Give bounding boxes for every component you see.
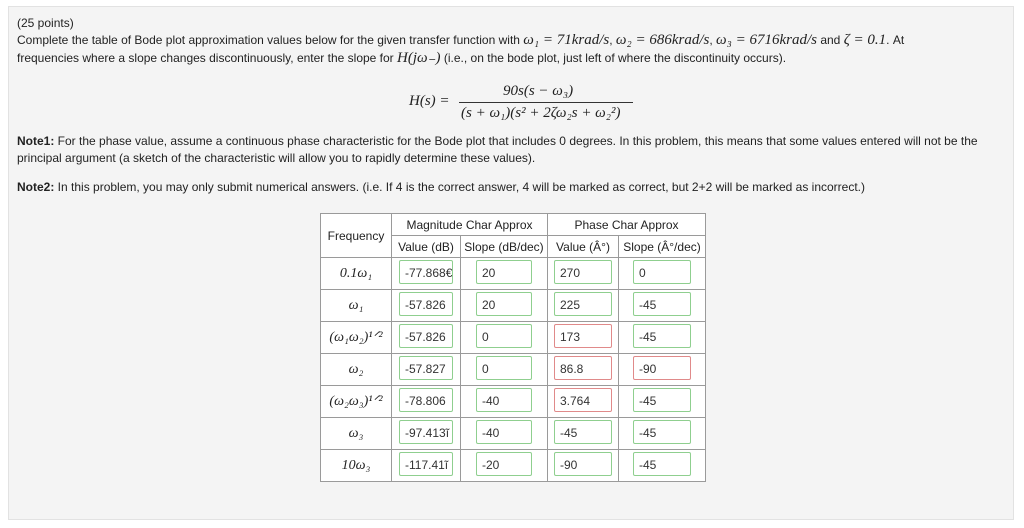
note1-line2: principal argument (a sketch of the characteristic will allow you to rapidly determine these values). bbox=[17, 151, 536, 165]
table-cell bbox=[548, 450, 619, 482]
table-cell bbox=[461, 258, 548, 290]
table-cell bbox=[548, 322, 619, 354]
table-row bbox=[321, 354, 706, 386]
slope-deg-header: Slope (Â°/dec) bbox=[619, 236, 706, 258]
magnitude-slope-input[interactable]: 0 bbox=[476, 324, 532, 348]
table-cell bbox=[548, 354, 619, 386]
and-word: and bbox=[820, 33, 841, 47]
magnitude-value-input[interactable]: -57.827 bbox=[399, 356, 453, 380]
magnitude-slope-input[interactable]: -20 bbox=[476, 452, 532, 476]
frequency-cell: (ω₁ω₂)¹ᐟ² bbox=[321, 322, 392, 354]
phase-value-input[interactable]: -45 bbox=[554, 420, 612, 444]
phase-value-input[interactable]: 270 bbox=[554, 260, 612, 284]
table-row bbox=[321, 258, 706, 290]
formula-numerator: 90s(s − ω₃) bbox=[503, 83, 574, 99]
table-cell bbox=[392, 258, 461, 290]
frequency-cell: ω₃ bbox=[321, 418, 392, 450]
phase-value-input[interactable]: -90 bbox=[554, 452, 612, 476]
table-cell bbox=[461, 354, 548, 386]
table-cell bbox=[461, 418, 548, 450]
question-line-2 bbox=[17, 50, 1003, 67]
formula-lhs: H(s) = bbox=[409, 93, 450, 109]
zeta-value: ζ = 0.1 bbox=[843, 32, 887, 48]
phase-slope-input[interactable]: -45 bbox=[633, 388, 691, 412]
question-line-1 bbox=[17, 32, 1003, 49]
table-cell bbox=[619, 386, 706, 418]
magnitude-header: Magnitude Char Approx bbox=[392, 214, 548, 236]
bode-table bbox=[320, 213, 706, 482]
h-jw-symbol: H(jω₋) bbox=[397, 50, 441, 66]
table-cell bbox=[548, 418, 619, 450]
table-cell bbox=[461, 450, 548, 482]
magnitude-slope-input[interactable]: 20 bbox=[476, 260, 532, 284]
phase-slope-input[interactable]: -45 bbox=[633, 420, 691, 444]
frequency-cell: 0.1ω₁ bbox=[321, 258, 392, 290]
question-panel bbox=[8, 6, 1014, 520]
table-row bbox=[321, 290, 706, 322]
table-cell bbox=[619, 450, 706, 482]
phase-header: Phase Char Approx bbox=[548, 214, 706, 236]
table-cell bbox=[392, 386, 461, 418]
magnitude-slope-input[interactable]: 20 bbox=[476, 292, 532, 316]
table-row bbox=[321, 386, 706, 418]
question-text-a: Complete the table of Bode plot approximation values below for the given transfer function with bbox=[17, 33, 524, 47]
table-cell bbox=[619, 258, 706, 290]
table-cell bbox=[392, 418, 461, 450]
table-cell bbox=[392, 450, 461, 482]
phase-value-input[interactable]: 3.764 bbox=[554, 388, 612, 412]
magnitude-value-input[interactable]: -117.41ĩ bbox=[399, 452, 453, 476]
formula-denominator: (s + ω₁)(s² + 2ζω₂s + ω₂²) bbox=[461, 105, 621, 121]
frequency-cell: ω₁ bbox=[321, 290, 392, 322]
question-text-c: frequencies where a slope changes discontinuously, enter the slope for bbox=[17, 51, 394, 65]
phase-slope-input[interactable]: -45 bbox=[633, 324, 691, 348]
magnitude-value-input[interactable]: -97.413ĩ bbox=[399, 420, 453, 444]
phase-value-input[interactable]: 225 bbox=[554, 292, 612, 316]
phase-slope-input[interactable]: -45 bbox=[633, 452, 691, 476]
phase-slope-input[interactable]: 0 bbox=[633, 260, 691, 284]
fraction-bar bbox=[459, 102, 633, 103]
table-cell bbox=[619, 290, 706, 322]
frequency-header: Frequency bbox=[321, 214, 392, 258]
omega2-value: ω₂ = 686krad/s bbox=[615, 32, 710, 48]
points-label: (25 points) bbox=[17, 16, 74, 30]
table-cell bbox=[619, 354, 706, 386]
table-cell bbox=[548, 290, 619, 322]
value-deg-header: Value (Â°) bbox=[548, 236, 619, 258]
question-text-b: . At bbox=[886, 33, 905, 47]
magnitude-value-input[interactable]: -57.826 bbox=[399, 292, 453, 316]
omega3-value: ω₃ = 6716krad/s bbox=[716, 32, 817, 48]
magnitude-slope-input[interactable]: -40 bbox=[476, 388, 532, 412]
table-cell bbox=[392, 354, 461, 386]
note1 bbox=[17, 133, 1003, 150]
comma: , bbox=[709, 33, 713, 47]
table-row bbox=[321, 450, 706, 482]
table-cell bbox=[461, 322, 548, 354]
table-row bbox=[321, 418, 706, 450]
frequency-cell: 10ω₃ bbox=[321, 450, 392, 482]
value-db-header: Value (dB) bbox=[392, 236, 461, 258]
magnitude-value-input[interactable]: -57.826 bbox=[399, 324, 453, 348]
omega1-value: ω₁ = 71krad/s bbox=[523, 32, 610, 48]
phase-value-input[interactable]: 86.8 bbox=[554, 356, 612, 380]
note2-label: Note2: bbox=[17, 180, 55, 194]
table-cell bbox=[548, 258, 619, 290]
comma: , bbox=[609, 33, 613, 47]
phase-slope-input[interactable]: -45 bbox=[633, 292, 691, 316]
note2 bbox=[17, 179, 1003, 196]
frequency-cell: (ω₂ω₃)¹ᐟ² bbox=[321, 386, 392, 418]
phase-slope-input[interactable]: -90 bbox=[633, 356, 691, 380]
table-row bbox=[321, 322, 706, 354]
table-cell bbox=[548, 386, 619, 418]
magnitude-slope-input[interactable]: -40 bbox=[476, 420, 532, 444]
transfer-function bbox=[399, 81, 659, 129]
table-cell bbox=[392, 322, 461, 354]
phase-value-input[interactable]: 173 bbox=[554, 324, 612, 348]
table-cell bbox=[461, 290, 548, 322]
note1-text: For the phase value, assume a continuous phase characteristic for the Bode plot that includes 0 degrees. In this problem, this means that some values entered will not be the bbox=[54, 134, 978, 148]
slope-db-header: Slope (dB/dec) bbox=[461, 236, 548, 258]
table-cell bbox=[392, 290, 461, 322]
table-cell bbox=[461, 386, 548, 418]
magnitude-value-input[interactable]: -78.806 bbox=[399, 388, 453, 412]
table-cell bbox=[619, 418, 706, 450]
note2-text: In this problem, you may only submit numerical answers. (i.e. If 4 is the correct answer, 4 will be marked as correct, but 2+2 will be marked as incorrect.) bbox=[54, 180, 865, 194]
magnitude-slope-input[interactable]: 0 bbox=[476, 356, 532, 380]
magnitude-value-input[interactable]: -77.868€ bbox=[399, 260, 453, 284]
note1-label: Note1: bbox=[17, 134, 55, 148]
question-text-d: (i.e., on the bode plot, just left of where the discontinuity occurs). bbox=[443, 51, 787, 65]
table-cell bbox=[619, 322, 706, 354]
frequency-cell: ω₂ bbox=[321, 354, 392, 386]
